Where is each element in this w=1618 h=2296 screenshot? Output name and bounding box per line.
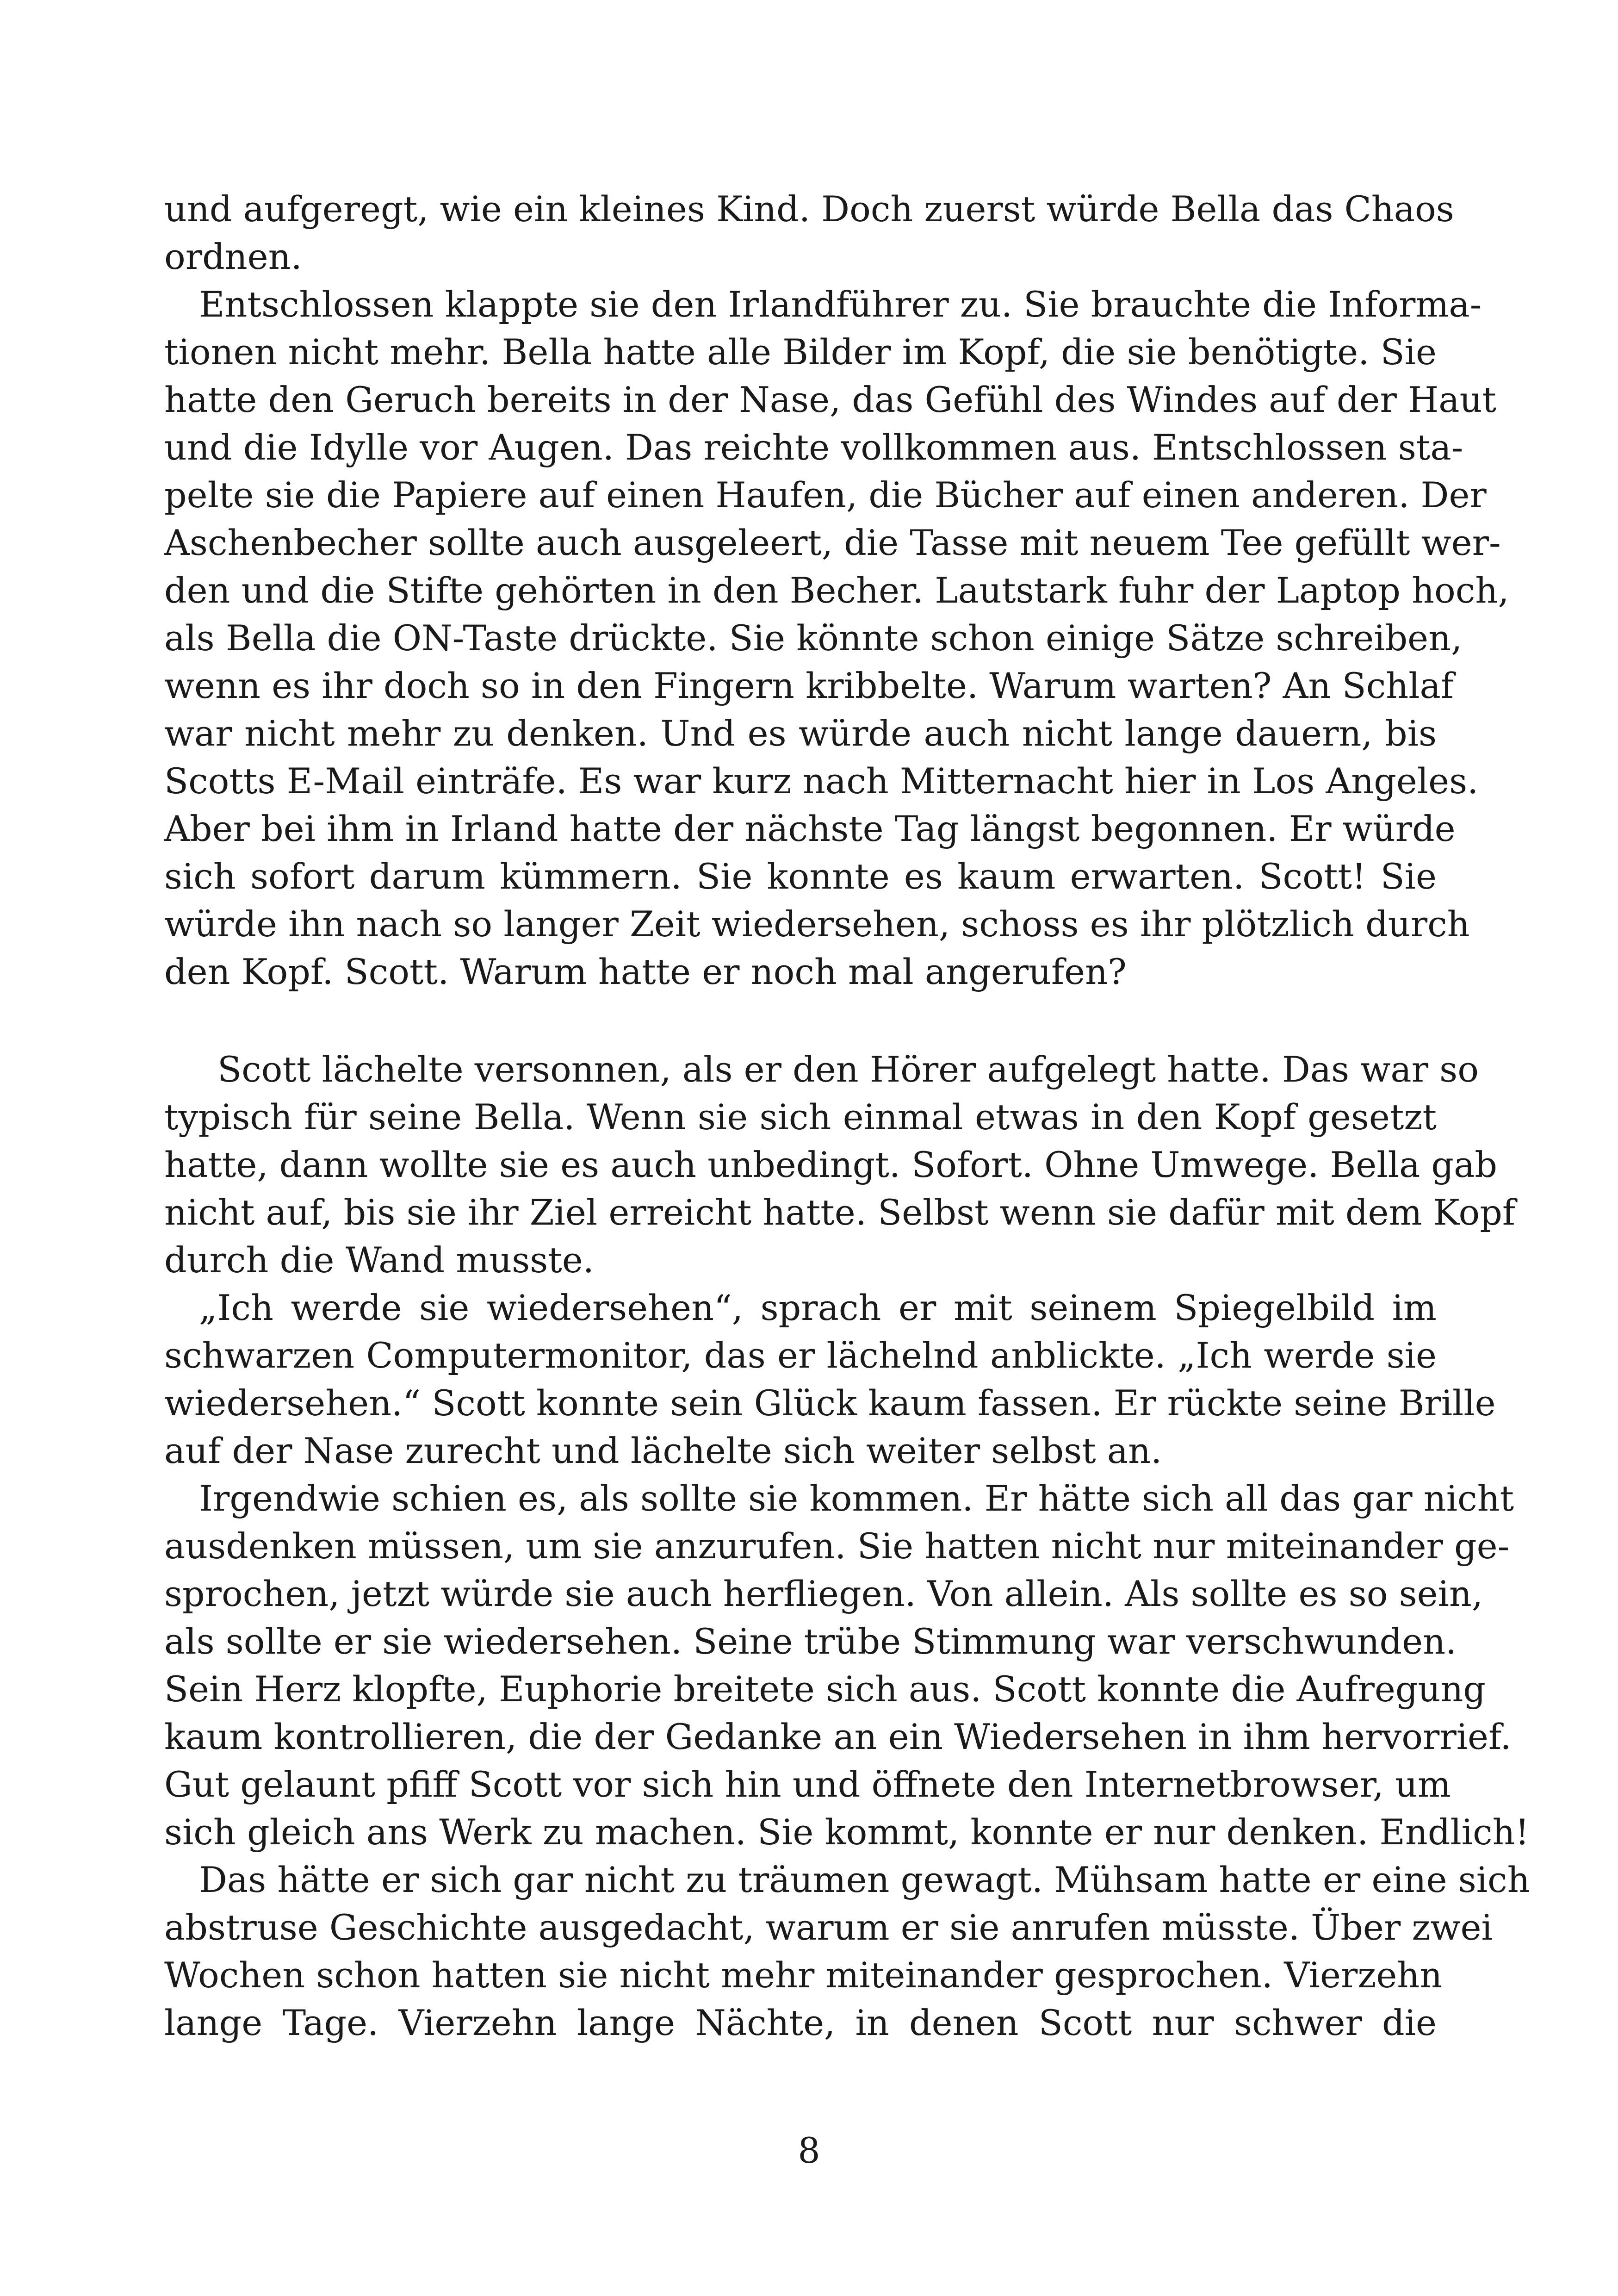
text-line: Scotts E-Mail einträfe. Es war kurz nach Mitternacht hier in Los Angeles. xyxy=(164,760,1479,802)
section-break xyxy=(164,996,1437,1045)
text-line: Scott lächelte versonnen, als er den Hörer aufgelegt hatte. Das war so xyxy=(217,1049,1479,1090)
text-line: den und die Stifte gehörten in den Becher. Lautstark fuhr der Laptop hoch, xyxy=(164,570,1509,611)
text-line: „Ich werde sie wiedersehen“, sprach er mit seinem Spiegelbild im xyxy=(199,1287,1437,1328)
text-line: schwarzen Computermonitor, das er lächelnd anblickte. „Ich werde sie xyxy=(164,1335,1437,1376)
text-line: sich sofort darum kümmern. Sie konnte es kaum erwarten. Scott! Sie xyxy=(164,856,1437,897)
text-line: wiedersehen.“ Scott konnte sein Glück kaum fassen. Er rückte seine Brille xyxy=(164,1382,1496,1424)
text-line: hatte den Geruch bereits in der Nase, das Gefühl des Windes auf der Haut xyxy=(164,379,1497,420)
text-line: und die Idylle vor Augen. Das reichte vollkommen aus. Entschlossen sta- xyxy=(164,427,1463,468)
text-line: typisch für seine Bella. Wenn sie sich einmal etwas in den Kopf gesetzt xyxy=(164,1096,1437,1138)
text-line: pelte sie die Papiere auf einen Haufen, die Bücher auf einen anderen. Der xyxy=(164,474,1487,516)
page-number: 8 xyxy=(798,2130,820,2171)
text-line: lange Tage. Vierzehn lange Nächte, in denen Scott nur schwer die xyxy=(164,2002,1437,2043)
text-line: war nicht mehr zu denken. Und es würde auch nicht lange dauern, bis xyxy=(164,713,1437,754)
text-line: Aber bei ihm in Irland hatte der nächste Tag längst begonnen. Er würde xyxy=(164,808,1456,849)
text-line: Irgendwie schien es, als sollte sie kommen. Er hätte sich all das gar nicht xyxy=(199,1478,1514,1519)
text-line: nicht auf, bis sie ihr Ziel erreicht hatte. Selbst wenn sie dafür mit dem Kopf xyxy=(164,1192,1516,1233)
text-line: den Kopf. Scott. Warum hatte er noch mal angerufen? xyxy=(164,951,1127,992)
text-line: abstruse Geschichte ausgedacht, warum er sie anrufen müsste. Über zwei xyxy=(164,1907,1493,1948)
text-line: kaum kontrollieren, die der Gedanke an ein Wiedersehen in ihm hervorrief. xyxy=(164,1716,1512,1757)
text-line: Wochen schon hatten sie nicht mehr miteinander gesprochen. Vierzehn xyxy=(164,1954,1443,1996)
text-line: Gut gelaunt pfiff Scott vor sich hin und öffnete den Internetbrowser, um xyxy=(164,1764,1451,1805)
text-line: Aschenbecher sollte auch ausgeleert, die Tasse mit neuem Tee gefüllt wer- xyxy=(164,522,1501,563)
text-line: als sollte er sie wiedersehen. Seine trübe Stimmung war verschwunden. xyxy=(164,1621,1457,1662)
text-line: ordnen. xyxy=(164,236,302,277)
paragraph xyxy=(164,1475,1530,1856)
text-line: sprochen, jetzt würde sie auch herfliegen. Von allein. Als sollte es so sein, xyxy=(164,1573,1483,1614)
text-line: auf der Nase zurecht und lächelte sich weiter selbst an. xyxy=(164,1430,1162,1471)
text-line: ausdenken müssen, um sie anzurufen. Sie hatten nicht nur miteinander ge- xyxy=(164,1525,1510,1567)
text-line: und aufgeregt, wie ein kleines Kind. Doch zuerst würde Bella das Chaos xyxy=(164,188,1454,230)
paragraph xyxy=(164,1856,1530,2047)
text-line: Das hätte er sich gar nicht zu träumen gewagt. Mühsam hatte er eine sich xyxy=(199,1859,1530,1900)
text-line: Sein Herz klopfte, Euphorie breitete sich aus. Scott konnte die Aufregung xyxy=(164,1668,1486,1710)
text-line: würde ihn nach so langer Zeit wiedersehen, schoss es ihr plötzlich durch xyxy=(164,903,1470,945)
text-line: tionen nicht mehr. Bella hatte alle Bilder im Kopf, die sie benötigte. Sie xyxy=(164,331,1437,373)
text-line: durch die Wand musste. xyxy=(164,1239,594,1281)
paragraph xyxy=(164,1284,1496,1475)
text-line: hatte, dann wollte sie es auch unbedingt. Sofort. Ohne Umwege. Bella gab xyxy=(164,1144,1498,1185)
paragraph xyxy=(164,1045,1516,1284)
text-line: wenn es ihr doch so in den Fingern kribbelte. Warum warten? An Schlaf xyxy=(164,665,1454,706)
text-line: Entschlossen klappte sie den Irlandführer zu. Sie brauchte die Informa- xyxy=(199,284,1482,325)
paragraph xyxy=(164,280,1509,996)
paragraph xyxy=(164,185,1454,280)
text-line: sich gleich ans Werk zu machen. Sie kommt, konnte er nur denken. Endlich! xyxy=(164,1811,1530,1853)
book-page-body xyxy=(164,185,1530,2047)
text-line: als Bella die ON-Taste drückte. Sie könnte schon einige Sätze schreiben, xyxy=(164,617,1463,659)
